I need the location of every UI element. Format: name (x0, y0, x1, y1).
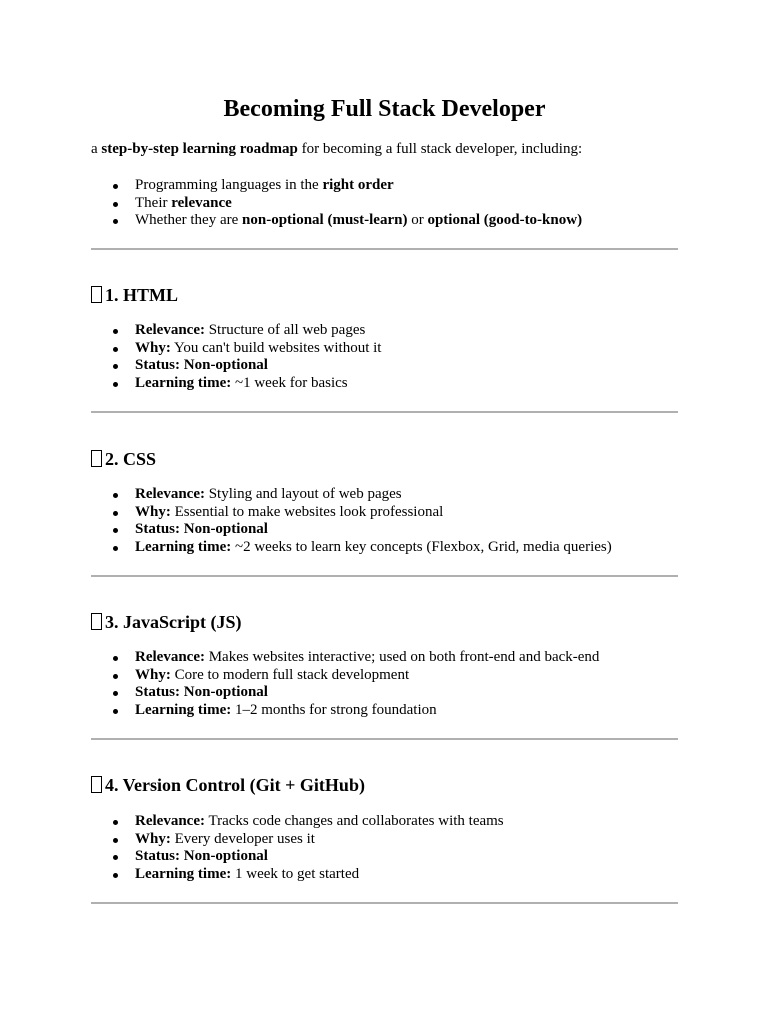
detail-label: Status: (135, 357, 181, 374)
section-heading-javascript (91, 611, 242, 633)
section-divider (91, 411, 678, 413)
detail-value: 1 week to get started (234, 865, 360, 882)
detail-why (91, 831, 504, 849)
detail-value: Makes websites interactive; used on both front-end and back-end (208, 649, 600, 665)
detail-value: Essential to make websites look professional (174, 503, 444, 520)
intro-item-bold: right order (322, 177, 394, 193)
intro-item-bold: relevance (171, 194, 232, 211)
section-heading-css (91, 448, 156, 470)
detail-label: Relevance: (135, 649, 205, 665)
section-divider (91, 248, 678, 250)
detail-relevance (91, 486, 612, 504)
detail-label: Why: (135, 503, 171, 520)
detail-learning-time (91, 375, 381, 393)
section-heading-text: 4. Version Control (Git + GitHub) (105, 775, 365, 795)
detail-status-value: Non-optional (183, 521, 268, 538)
section-divider (91, 575, 678, 577)
intro-list-item-optionality (91, 212, 582, 230)
page-title: Becoming Full Stack Developer (223, 96, 546, 122)
detail-label: Learning time: (135, 865, 232, 882)
section-details-version-control (91, 813, 504, 883)
detail-status (91, 357, 381, 375)
detail-label: Learning time: (135, 374, 232, 391)
detail-status (91, 684, 599, 702)
intro-bold: step-by-step learning roadmap (101, 141, 298, 157)
detail-status-value: Non-optional (183, 848, 268, 865)
section-heading-text: 2. CSS (105, 449, 157, 469)
detail-why (91, 504, 612, 522)
detail-relevance (91, 649, 599, 667)
section-details-html (91, 322, 381, 392)
detail-label: Relevance: (135, 813, 205, 829)
section-divider (91, 738, 678, 740)
detail-label: Relevance: (135, 486, 205, 502)
missing-glyph-box-icon (91, 613, 102, 630)
section-heading-version-control (91, 774, 365, 796)
detail-relevance (91, 322, 381, 340)
detail-value: Every developer uses it (174, 830, 315, 847)
missing-glyph-box-icon (91, 450, 102, 467)
intro-item-text: or (407, 212, 428, 229)
section-heading-html (91, 284, 178, 306)
detail-learning-time (91, 539, 612, 557)
detail-label: Status: (135, 848, 181, 865)
detail-status (91, 848, 504, 866)
detail-value: Tracks code changes and collaborates with teams (208, 813, 504, 829)
intro-item-text: Their (135, 194, 172, 211)
detail-status-value: Non-optional (183, 684, 268, 701)
intro-item-text: Programming languages in the (135, 177, 323, 193)
detail-value: 1–2 months for strong foundation (234, 701, 437, 718)
intro-list-item-relevance (91, 195, 582, 213)
detail-label: Learning time: (135, 701, 232, 718)
detail-value: ~1 week for basics (234, 374, 348, 391)
detail-learning-time (91, 702, 599, 720)
intro-list (91, 177, 582, 230)
section-heading-text: 1. HTML (105, 285, 179, 305)
section-details-javascript (91, 649, 599, 719)
detail-label: Why: (135, 666, 171, 683)
detail-value: Core to modern full stack development (174, 666, 410, 683)
intro-prefix: a (91, 141, 102, 157)
missing-glyph-box-icon (91, 776, 102, 793)
detail-value: Styling and layout of web pages (208, 486, 402, 502)
detail-label: Relevance: (135, 322, 205, 338)
detail-label: Status: (135, 684, 181, 701)
detail-value: ~2 weeks to learn key concepts (Flexbox, Grid, media queries) (234, 538, 612, 555)
detail-label: Learning time: (135, 538, 232, 555)
detail-value: Structure of all web pages (208, 322, 366, 338)
detail-label: Why: (135, 830, 171, 847)
detail-status-value: Non-optional (183, 357, 268, 374)
detail-label: Status: (135, 521, 181, 538)
intro-item-bold: optional (good-to-know) (427, 212, 583, 229)
detail-label: Why: (135, 339, 171, 356)
section-divider (91, 902, 678, 904)
detail-learning-time (91, 866, 504, 884)
section-details-css (91, 486, 612, 556)
detail-value: You can't build websites without it (174, 339, 382, 356)
detail-status (91, 521, 612, 539)
intro-item-text: Whether they are (135, 212, 243, 229)
detail-why (91, 667, 599, 685)
section-heading-text: 3. JavaScript (JS) (105, 612, 242, 632)
missing-glyph-box-icon (91, 286, 102, 303)
intro-item-bold: non-optional (must-learn) (242, 212, 408, 229)
detail-relevance (91, 813, 504, 831)
intro-suffix: for becoming a full stack developer, including: (297, 141, 583, 157)
intro-paragraph (91, 141, 582, 159)
detail-why (91, 340, 381, 358)
intro-list-item-order (91, 177, 582, 195)
